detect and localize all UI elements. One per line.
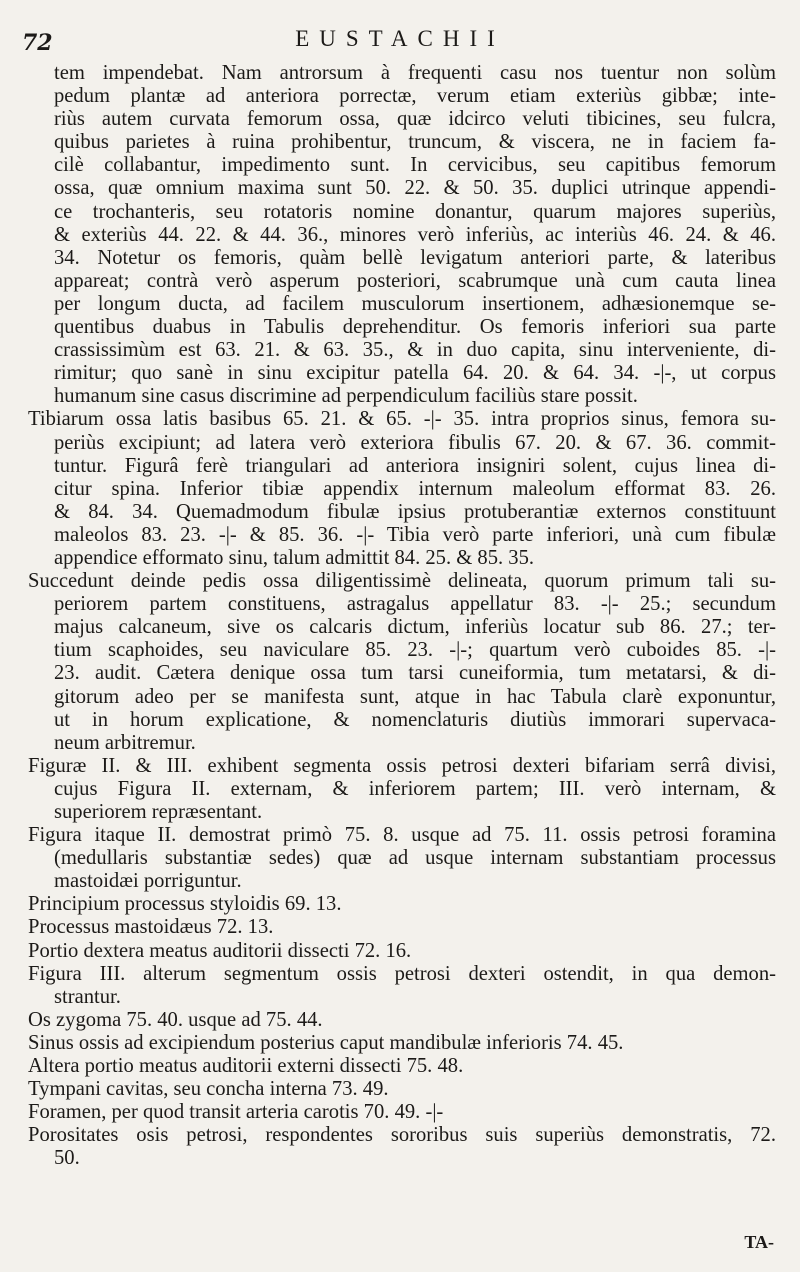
text-line: strantur. [54, 985, 121, 1008]
text-line: ut in horum explicatione, & nomenclaturis diutiùs immorari supervaca- [54, 708, 776, 731]
text-line: Foramen, per quod transit arteria carotis 70. 49. -|- [28, 1101, 444, 1124]
text-line: superiorem repræsentant. [54, 801, 263, 823]
text-line: Processus mastoidæus 72. 13. [28, 916, 274, 939]
text-line: 50. [54, 1147, 80, 1170]
text-line: riùs autem curvata femorum ossa, quæ idcirco veluti tibicines, seu fulcra, [54, 108, 776, 131]
text-line: rimitur; quo sanè in sinu excipitur patella 64. 20. & 64. 34. -|-, ut corpus [54, 362, 776, 385]
text-line: periùs excipiunt; ad latera verò exteriora fibulis 67. 20. & 67. 36. commit- [54, 431, 776, 454]
text-line: Figuræ II. & III. exhibent segmenta ossis petrosi dexteri bifariam serrâ divisi, [28, 754, 776, 777]
text-line: pedum plantæ ad anteriora porrectæ, verum etiam exteriùs gibbæ; inte- [54, 85, 776, 108]
text-line: quentibus duabus in Tabulis deprehenditur. Os femoris inferiori sua parte [54, 316, 776, 339]
text-line: Porositates osis petrosi, respondentes sororibus suis superiùs demonstratis, 72. [28, 1124, 776, 1147]
text-line: Tympani cavitas, seu concha interna 73. 49. [28, 1078, 389, 1101]
catchword: TA- [744, 1232, 774, 1252]
text-line: citur spina. Inferior tibiæ appendix internum maleolum efformat 83. 26. [54, 477, 776, 500]
text-line: crassissimùm est 63. 21. & 63. 35., & in duo capita, sinu interveniente, di- [54, 339, 776, 362]
text-line: mastoidæi porriguntur. [54, 870, 242, 893]
text-line: & 84. 34. Quemadmodum fibulæ ipsius protuberantiæ externos constituunt [54, 500, 776, 523]
text-line: gitorum adeo per se manifesta sunt, atque in hac Tabula clarè exponuntur, [54, 685, 776, 708]
text-line: Portio dextera meatus auditorii dissecti 72. 16. [28, 939, 412, 962]
text-line: periorem partem constituens, astragalus appellatur 83. -|- 25.; secundum [54, 593, 776, 616]
text-line: Sinus ossis ad excipiendum posterius caput mandibulæ inferioris 74. 45. [28, 1031, 624, 1054]
text-line: Figura itaque II. demostrat primò 75. 8. usque ad 75. 11. ossis petrosi foramina [28, 824, 776, 847]
text-line: quibus parietes à ruina prohibentur, truncum, & viscera, ne in faciem fa- [54, 131, 776, 154]
text-line: & exteriùs 44. 22. & 44. 36., minores verò inferiùs, ac interiùs 46. 24. & 46. [54, 223, 776, 246]
text-line: ossa, quæ omnium maxima sunt 50. 22. & 50. 35. duplici utrinque appendi- [54, 177, 776, 200]
text-line: Figura III. alterum segmentum ossis petrosi dexteri ostendit, in qua demon- [28, 962, 776, 985]
text-line: Succedunt deinde pedis ossa diligentissimè delineata, quorum primum tali su- [28, 570, 776, 593]
text-line: ce trochanteris, seu rotatoris nomine donantur, quarum majores superiùs, [54, 200, 776, 223]
text-line: Tibiarum ossa latis basibus 65. 21. & 65. -|- 35. intra proprios sinus, femora su- [28, 408, 776, 431]
running-head: EUSTACHII [295, 26, 505, 51]
text-line: tium scaphoides, seu naviculare 85. 23. -|-; quartum verò cuboides 85. -|- [54, 639, 776, 662]
text-line: majus calcaneum, sive os calcaris dictum, inferiùs locatur sub 86. 27.; ter- [54, 616, 776, 639]
text-line: Principium processus styloidis 69. 13. [28, 893, 342, 916]
text-line: cujus Figura II. externam, & inferiorem partem; III. verò internam, & [54, 777, 776, 800]
text-line: tuntur. Figurâ ferè triangulari ad anteriora insigniri solent, cujus linea di- [54, 454, 776, 477]
text-line: appareat; contrà verò asperum posteriori, scabrumque unà cum cauta linea [54, 269, 776, 292]
text-line: tem impendebat. Nam antrorsum à frequenti casu nos tuentur non solùm [54, 62, 776, 84]
text-line: cilè collabantur, impedimento sunt. In cervicibus, seu capitibus femorum [54, 154, 776, 177]
body-text [28, 62, 776, 1171]
text-line: neum arbitremur. [54, 731, 196, 754]
text-line: 34. Notetur os femoris, quàm bellè levigatum anteriori parte, & lateribus [54, 246, 776, 269]
text-line: Os zygoma 75. 40. usque ad 75. 44. [28, 1008, 323, 1031]
text-line: 23. audit. Cætera denique ossa tum tarsi cuneiformia, tum metatarsi, & di- [54, 662, 776, 685]
text-line: maleolos 83. 23. -|- & 85. 36. -|- Tibia verò parte inferiori, unà cum fibulæ [54, 523, 776, 546]
text-line: appendice efformato sinu, talum admittit 84. 25. & 85. 35. [54, 546, 535, 569]
page-number: 72 [22, 30, 53, 56]
text-line: humanum sine casus discrimine ad perpendiculum faciliùs stare possit. [54, 385, 638, 408]
text-line: (medullaris substantiæ sedes) quæ ad usque internam substantiam processus [54, 847, 776, 870]
text-line: Altera portio meatus auditorii externi dissecti 75. 48. [28, 1055, 464, 1078]
text-line: per longum ducta, ad facilem musculorum insertionem, adhæsionemque se- [54, 292, 776, 315]
